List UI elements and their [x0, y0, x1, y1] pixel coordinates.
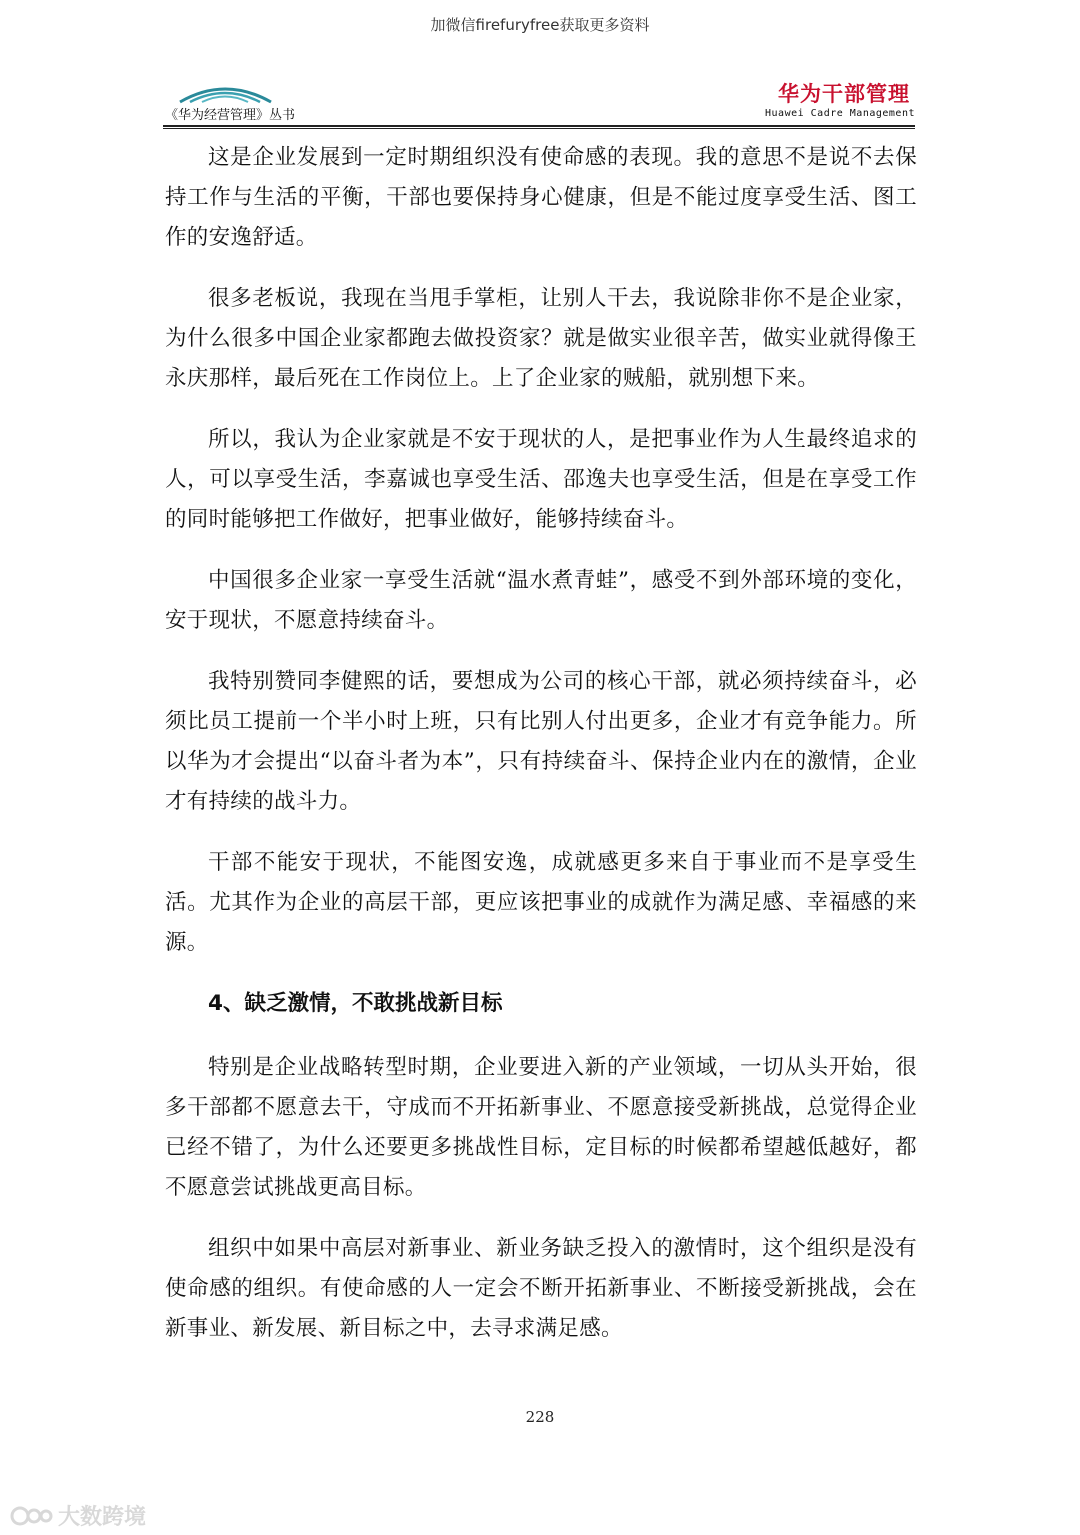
top-note: 加微信firefuryfree获取更多资料 — [430, 16, 650, 34]
brand-title-en: Huawei Cadre Management — [765, 108, 915, 119]
header-divider — [163, 125, 915, 127]
series-title: 《华为经营管理》丛书 — [165, 108, 296, 123]
paragraph: 很多老板说，我现在当甩手掌柜，让别人干去，我说除非你不是企业家，为什么很多中国企业家都跑去做投资家？就是做实业很辛苦，做实业就得像王永庆那样，最后死在工作岗位上。上了企业家的贼船，就别想下来。 — [165, 286, 917, 391]
watermark-logo-icon — [10, 1503, 54, 1529]
watermark — [10, 1500, 146, 1531]
watermark-text: 大数跨境 — [58, 1505, 147, 1530]
paragraph: 这是企业发展到一定时期组织没有使命感的表现。我的意思不是说不去保持工作与生活的平衡，干部也要保持身心健康，但是不能过度享受生活、图工作的安逸舒适。 — [165, 145, 917, 250]
paragraph: 特别是企业战略转型时期，企业要进入新的产业领域，一切从头开始，很多干部都不愿意去干，守成而不开拓新事业、不愿意接受新挑战，总觉得企业已经不错了，为什么还要更多挑战性目标，定目标的时候都希望越低越好，都不愿意尝试挑战更高目标。 — [165, 1055, 917, 1200]
paragraph: 所以，我认为企业家就是不安于现状的人，是把事业作为人生最终追求的人，可以享受生活，李嘉诚也享受生活、邵逸夫也享受生活，但是在享受工作的同时能够把工作做好，把事业做好，能够持续奋斗。 — [165, 427, 917, 532]
paragraph: 组织中如果中高层对新事业、新业务缺乏投入的激情时，这个组织是没有使命感的组织。有使命感的人一定会不断开拓新事业、不断接受新挑战，会在新事业、新发展、新目标之中，去寻求满足感。 — [165, 1236, 917, 1341]
brand-title-cn: 华为干部管理 — [778, 82, 910, 106]
page-number: 228 — [525, 1408, 555, 1426]
paragraph: 我特别赞同李健熙的话，要想成为公司的核心干部，就必须持续奋斗，必须比员工提前一个半小时上班，只有比别人付出更多，企业才有竞争能力。所以华为才会提出“以奋斗者为本”，只有持续奋斗、保持企业内在的激情，企业才有持续的战斗力。 — [165, 669, 917, 814]
paragraph: 中国很多企业家一享受生活就“温水煮青蛙”，感受不到外部环境的变化，安于现状，不愿意持续奋斗。 — [165, 568, 917, 633]
page-body — [165, 138, 917, 1370]
header-divider-thin — [163, 128, 915, 129]
paragraph: 干部不能安于现状，不能图安逸，成就感更多来自于事业而不是享受生活。尤其作为企业的高层干部，更应该把事业的成就作为满足感、幸福感的来源。 — [165, 850, 917, 955]
section-heading: 4、缺乏激情，不敢挑战新目标 — [208, 991, 503, 1016]
